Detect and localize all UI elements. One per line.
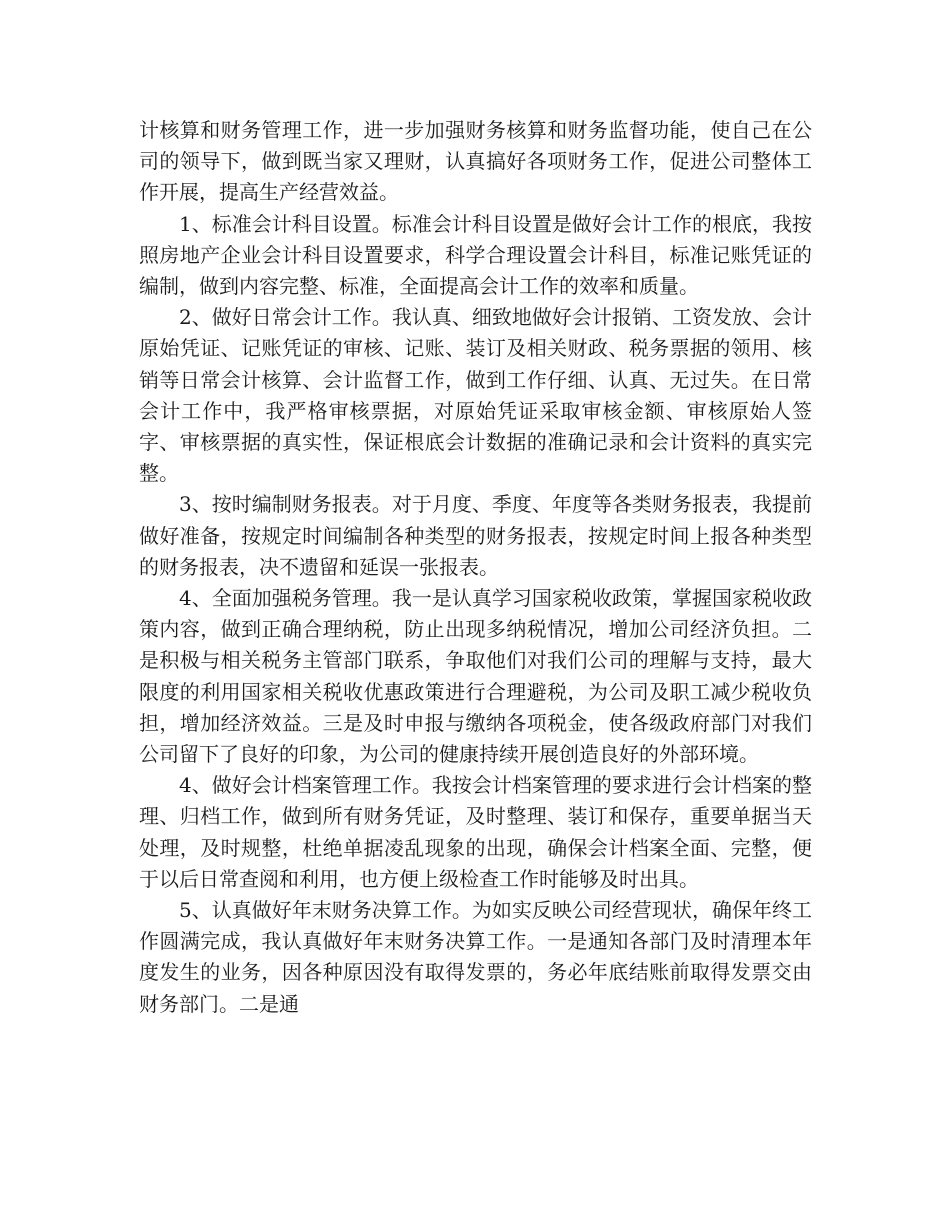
paragraph-daily-accounting: 2、做好日常会计工作。我认真、细致地做好会计报销、工资发放、会计原始凭证、记账凭证的审核、记账、装订及相关财政、税务票据的领用、核销等日常会计核算、会计监督工作，做到工作仔细、认真、无过失。在日常会计工作中，我严格审核票据，对原始凭证采取审核金额、审核原始人签字、审核票据的真实性，保证根底会计数据的准确记录和会计资料的真实完整。 [139,305,812,486]
paragraph-financial-reports: 3、按时编制财务报表。对于月度、季度、年度等各类财务报表，我提前做好准备，按规定时间编制各种类型的财务报表，按规定时间上报各种类型的财务报表，决不遗留和延误一张报表。 [139,492,812,579]
paragraph-tax-management: 4、全面加强税务管理。我一是认真学习国家税收政策，掌握国家税收政策内容，做到正确合理纳税，防止出现多纳税情况，增加公司经济负担。二是积极与相关税务主管部门联系，争取他们对我们公司的理解与支持，最大限度的利用国家相关税收优惠政策进行合理避税，为公司及职工减少税收负担，增加经济效益。三是及时申报与缴纳各项税金，使各级政府部门对我们公司留下了良好的印象，为公司的健康持续开展创造良好的外部环境。 [139,586,812,767]
paragraph-intro: 计核算和财务管理工作，进一步加强财务核算和财务监督功能，使自己在公司的领导下，做到既当家又理财，认真搞好各项财务工作，促进公司整体工作开展，提高生产经营效益。 [139,118,812,205]
paragraph-account-setup: 1、标准会计科目设置。标准会计科目设置是做好会计工作的根底，我按照房地产企业会计科目设置要求，科学合理设置会计科目，标准记账凭证的编制，做到内容完整、标准，全面提高会计工作的效率和质量。 [139,211,812,299]
document-body [139,115,812,1020]
paragraph-archive-management: 4、做好会计档案管理工作。我按会计档案管理的要求进行会计档案的整理、归档工作，做到所有财务凭证，及时整理、装订和保存，重要单据当天处理，及时规整，杜绝单据凌乱现象的出现，确保会计档案全面、完整，便于以后日常查阅和利用，也方便上级检查工作时能够及时出具。 [139,773,812,891]
paragraph-year-end-closing: 5、认真做好年末财务决算工作。为如实反映公司经营现状，确保年终工作圆满完成，我认真做好年末财务决算工作。一是通知各部门及时清理本年度发生的业务，因各种原因没有取得发票的，务必年底结账前取得发票交由财务部门。二是通 [139,898,812,1016]
